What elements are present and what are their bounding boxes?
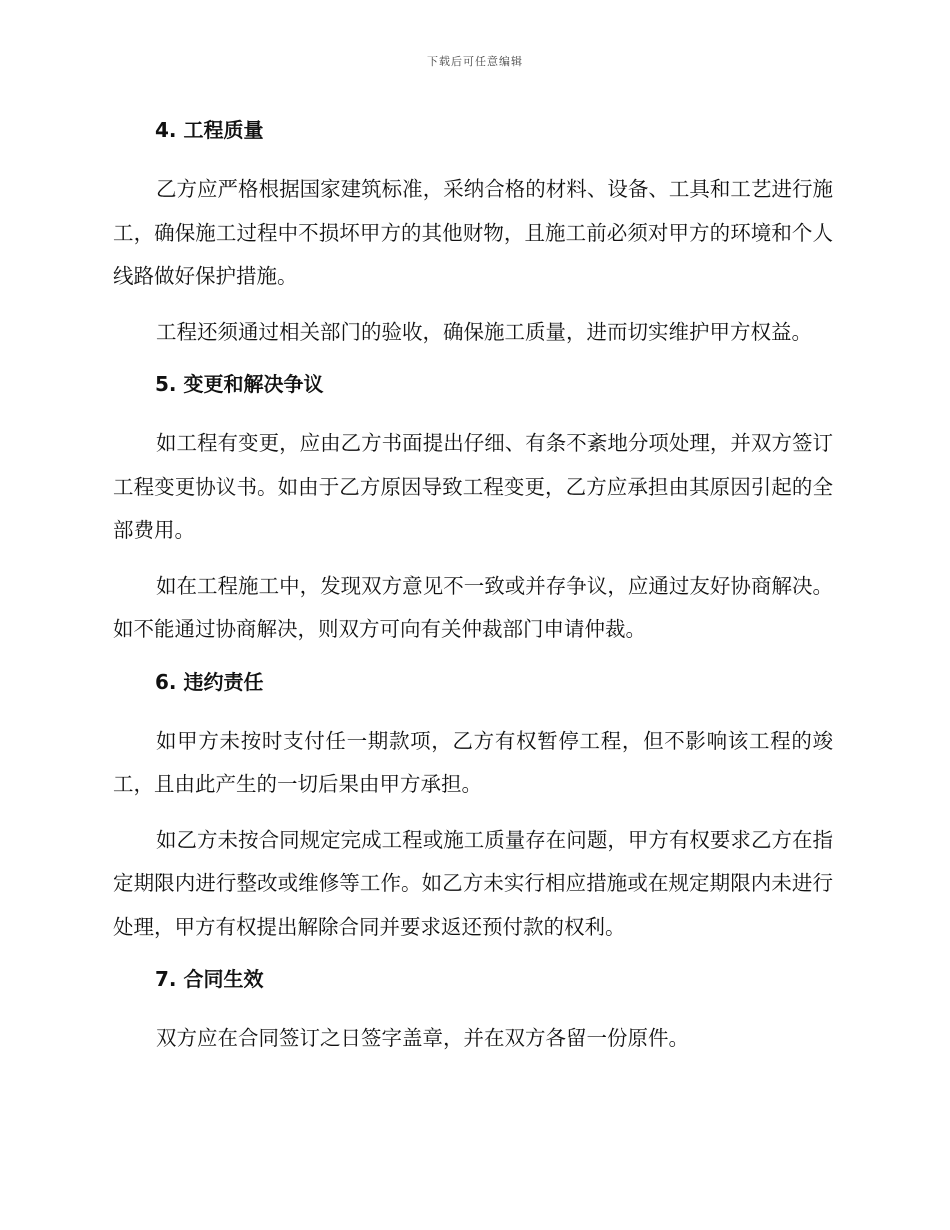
section-liability: [113, 664, 833, 950]
section-effectiveness: [113, 961, 833, 1061]
paragraph: 乙方应严格根据国家建筑标准，采纳合格的材料、设备、工具和工艺进行施工，确保施工过程中不损坏甲方的其他财物，且施工前必须对甲方的环境和个人线路做好保护措施。: [113, 177, 833, 288]
paragraph: 如在工程施工中，发现双方意见不一致或并存争议，应通过友好协商解决。如不能通过协商解决，则双方可向有关仲裁部门申请仲裁。: [113, 573, 833, 641]
section-title: 5. 变更和解决争议: [155, 372, 324, 396]
paragraph: 如甲方未按时支付任一期款项，乙方有权暂停工程，但不影响该工程的竣工，且由此产生的一切后果由甲方承担。: [113, 728, 833, 796]
section-title: 7. 合同生效: [155, 967, 264, 991]
paragraph: 双方应在合同签订之日签字盖章，并在双方各留一份原件。: [156, 1026, 689, 1050]
paragraph: 如乙方未按合同规定完成工程或施工质量存在问题，甲方有权要求乙方在指定期限内进行整改或维修等工作。如乙方未实行相应措施或在规定期限内未进行处理，甲方有权提出解除合同并要求返还预付款的权利。: [113, 827, 833, 939]
section-quality: [113, 112, 833, 354]
section-title: 4. 工程质量: [155, 118, 264, 142]
paragraph: 如工程有变更，应由乙方书面提出仔细、有条不紊地分项处理，并双方签订工程变更协议书。如由于乙方原因导致工程变更，乙方应承担由其原因引起的全部费用。: [113, 431, 833, 542]
section-title: 6. 违约责任: [155, 669, 264, 694]
page-header: 下载后可任意编辑: [427, 55, 523, 68]
document-body: [113, 112, 833, 1061]
paragraph: 工程还须通过相关部门的验收，确保施工质量，进而切实维护甲方权益。: [156, 319, 812, 344]
section-changes-disputes: [113, 366, 833, 652]
